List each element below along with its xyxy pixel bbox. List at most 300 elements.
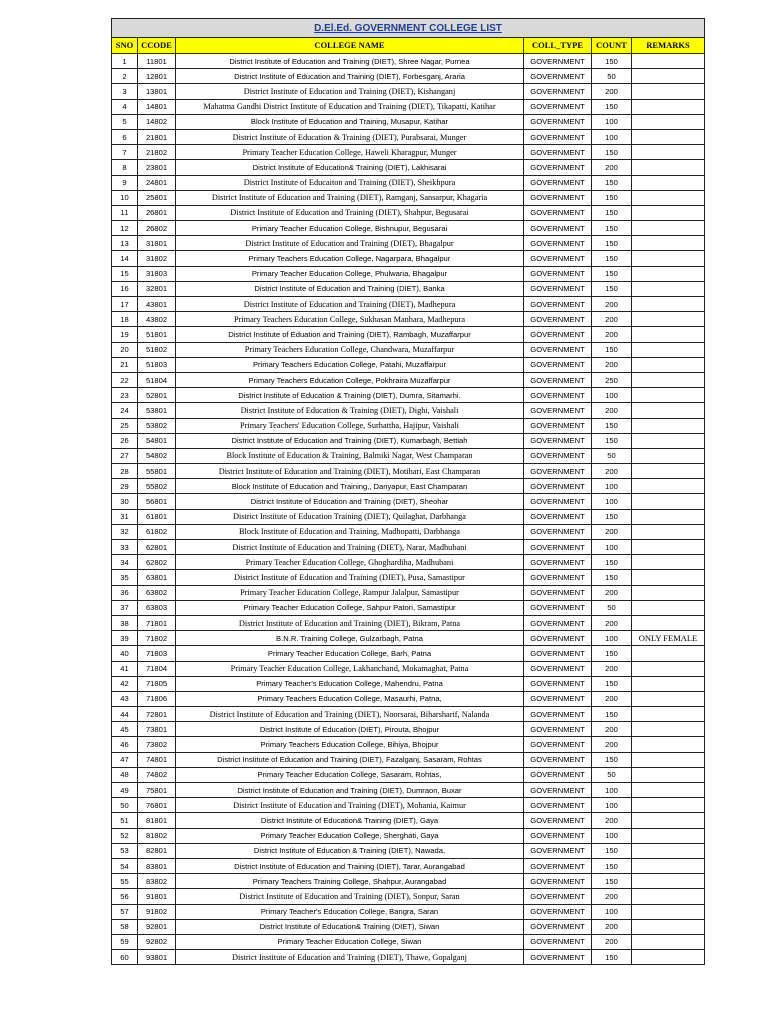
cell-ccode: 51803	[138, 357, 176, 372]
cell-ccode: 31802	[138, 251, 176, 266]
cell-remarks	[632, 555, 705, 570]
cell-college-name: Primary Teachers Education College, Masaurhi, Patna,	[176, 691, 524, 706]
cell-coll-type: GOVERNMENT	[524, 722, 592, 737]
cell-remarks	[632, 904, 705, 919]
cell-remarks	[632, 175, 705, 190]
cell-ccode: 74801	[138, 752, 176, 767]
cell-count: 200	[592, 661, 632, 676]
table-row	[112, 221, 705, 236]
cell-coll-type: GOVERNMENT	[524, 737, 592, 752]
cell-count: 150	[592, 266, 632, 281]
cell-college-name: Primary Teacher Education College, Lakhanchand, Mokamaghat, Patna	[176, 661, 524, 676]
cell-ccode: 73802	[138, 737, 176, 752]
cell-coll-type: GOVERNMENT	[524, 266, 592, 281]
table-row	[112, 722, 705, 737]
table-row	[112, 904, 705, 919]
cell-remarks	[632, 494, 705, 509]
table-row	[112, 403, 705, 418]
cell-sno: 29	[112, 479, 138, 494]
cell-count: 150	[592, 145, 632, 160]
cell-count: 150	[592, 175, 632, 190]
cell-college-name: Primary Teacher Education College, Rampur Jalalpur, Samastipur	[176, 585, 524, 600]
cell-coll-type: GOVERNMENT	[524, 327, 592, 342]
cell-remarks	[632, 205, 705, 220]
cell-count: 200	[592, 813, 632, 828]
cell-ccode: 71805	[138, 676, 176, 691]
cell-remarks	[632, 190, 705, 205]
cell-sno: 13	[112, 236, 138, 251]
cell-remarks	[632, 114, 705, 129]
cell-coll-type: GOVERNMENT	[524, 889, 592, 904]
cell-count: 200	[592, 464, 632, 479]
cell-college-name: District Institute of Education Training (DIET), Quilaghat, Darbhanga	[176, 509, 524, 524]
cell-college-name: Primary Teachers' Education College, Surhattha, Hajipur, Vaishali	[176, 418, 524, 433]
cell-coll-type: GOVERNMENT	[524, 615, 592, 630]
table-row	[112, 251, 705, 266]
cell-sno: 36	[112, 585, 138, 600]
cell-college-name: Primary Teacher Education College, Sherghati, Gaya	[176, 828, 524, 843]
table-row	[112, 433, 705, 448]
cell-ccode: 31801	[138, 236, 176, 251]
cell-remarks	[632, 813, 705, 828]
cell-remarks	[632, 129, 705, 144]
table-row	[112, 160, 705, 175]
cell-count: 100	[592, 479, 632, 494]
cell-coll-type: GOVERNMENT	[524, 342, 592, 357]
cell-count: 150	[592, 950, 632, 965]
table-row	[112, 889, 705, 904]
cell-remarks	[632, 767, 705, 782]
cell-remarks	[632, 615, 705, 630]
cell-remarks	[632, 691, 705, 706]
cell-college-name: District Institute of Education & Training (DIET), Nawada,	[176, 843, 524, 858]
cell-sno: 30	[112, 494, 138, 509]
cell-count: 150	[592, 342, 632, 357]
cell-coll-type: GOVERNMENT	[524, 479, 592, 494]
table-row	[112, 631, 705, 646]
cell-sno: 22	[112, 372, 138, 387]
cell-college-name: District Institute of Eduation and Training (DIET), Rambagh, Muzaffarpur	[176, 327, 524, 342]
cell-ccode: 14801	[138, 99, 176, 114]
cell-remarks	[632, 783, 705, 798]
cell-coll-type: GOVERNMENT	[524, 524, 592, 539]
cell-remarks	[632, 433, 705, 448]
cell-count: 150	[592, 236, 632, 251]
cell-sno: 4	[112, 99, 138, 114]
cell-count: 200	[592, 160, 632, 175]
cell-sno: 17	[112, 297, 138, 312]
cell-remarks	[632, 676, 705, 691]
cell-college-name: Primary Teacher Education College, Phulwaria, Bhagalpur	[176, 266, 524, 281]
cell-sno: 6	[112, 129, 138, 144]
cell-sno: 24	[112, 403, 138, 418]
cell-college-name: Primary Teacher Education College, Haweli Kharagpur, Munger	[176, 145, 524, 160]
cell-sno: 26	[112, 433, 138, 448]
cell-ccode: 51802	[138, 342, 176, 357]
column-header-count: COUNT	[592, 38, 632, 54]
cell-sno: 12	[112, 221, 138, 236]
cell-ccode: 83802	[138, 874, 176, 889]
cell-remarks	[632, 828, 705, 843]
cell-ccode: 62802	[138, 555, 176, 570]
cell-count: 150	[592, 54, 632, 69]
table-row	[112, 737, 705, 752]
column-header-sno: SNO	[112, 38, 138, 54]
cell-count: 150	[592, 205, 632, 220]
cell-sno: 20	[112, 342, 138, 357]
cell-coll-type: GOVERNMENT	[524, 114, 592, 129]
cell-coll-type: GOVERNMENT	[524, 418, 592, 433]
cell-ccode: 51801	[138, 327, 176, 342]
cell-ccode: 81801	[138, 813, 176, 828]
table-row	[112, 190, 705, 205]
cell-count: 200	[592, 889, 632, 904]
cell-sno: 23	[112, 388, 138, 403]
table-row	[112, 585, 705, 600]
table-row	[112, 798, 705, 813]
table-row	[112, 297, 705, 312]
cell-coll-type: GOVERNMENT	[524, 494, 592, 509]
cell-college-name: District Institute of Education and Training (DIET), Tarar, Aurangabad	[176, 858, 524, 873]
cell-remarks	[632, 524, 705, 539]
cell-remarks	[632, 874, 705, 889]
cell-remarks	[632, 843, 705, 858]
cell-remarks	[632, 509, 705, 524]
cell-count: 150	[592, 555, 632, 570]
cell-count: 200	[592, 357, 632, 372]
title-row	[112, 19, 705, 38]
cell-sno: 7	[112, 145, 138, 160]
table-row	[112, 54, 705, 69]
cell-sno: 11	[112, 205, 138, 220]
cell-count: 150	[592, 221, 632, 236]
table-row	[112, 707, 705, 722]
cell-remarks	[632, 798, 705, 813]
cell-count: 150	[592, 433, 632, 448]
cell-remarks	[632, 570, 705, 585]
cell-count: 150	[592, 843, 632, 858]
table-row	[112, 919, 705, 934]
cell-college-name: Block Institute of Education and Training, Madhopatti, Darbhanga	[176, 524, 524, 539]
table-row	[112, 448, 705, 463]
cell-remarks	[632, 889, 705, 904]
cell-count: 200	[592, 327, 632, 342]
cell-college-name: District Institute of Education and Training (DIET), Bhagalpur	[176, 236, 524, 251]
cell-sno: 18	[112, 312, 138, 327]
cell-ccode: 12801	[138, 69, 176, 84]
cell-college-name: Primary Teacher Education College, Sasaram, Rohtas,	[176, 767, 524, 782]
cell-sno: 40	[112, 646, 138, 661]
cell-ccode: 23801	[138, 160, 176, 175]
cell-coll-type: GOVERNMENT	[524, 707, 592, 722]
cell-ccode: 43802	[138, 312, 176, 327]
cell-count: 200	[592, 312, 632, 327]
table-row	[112, 175, 705, 190]
cell-ccode: 51804	[138, 372, 176, 387]
cell-count: 150	[592, 874, 632, 889]
cell-remarks	[632, 99, 705, 114]
cell-college-name: District Institute of Education (DIET), Pirouta, Bhojpur	[176, 722, 524, 737]
cell-college-name: District Institute of Education and Training (DIET), Shree Nagar, Purnea	[176, 54, 524, 69]
cell-ccode: 56801	[138, 494, 176, 509]
cell-sno: 1	[112, 54, 138, 69]
table-row	[112, 813, 705, 828]
cell-ccode: 73801	[138, 722, 176, 737]
cell-college-name: District Institute of Education & Training (DIET), Purabsarai, Munger	[176, 129, 524, 144]
cell-coll-type: GOVERNMENT	[524, 297, 592, 312]
cell-college-name: District Institute of Education and Training (DIET), Pusa, Samastipur	[176, 570, 524, 585]
table-row	[112, 327, 705, 342]
cell-sno: 41	[112, 661, 138, 676]
table-row	[112, 509, 705, 524]
cell-coll-type: GOVERNMENT	[524, 904, 592, 919]
cell-coll-type: GOVERNMENT	[524, 540, 592, 555]
cell-remarks	[632, 297, 705, 312]
table-row	[112, 752, 705, 767]
cell-sno: 57	[112, 904, 138, 919]
cell-ccode: 63803	[138, 600, 176, 615]
column-header-coll-type: COLL_TYPE	[524, 38, 592, 54]
cell-ccode: 55801	[138, 464, 176, 479]
cell-sno: 55	[112, 874, 138, 889]
table-row	[112, 570, 705, 585]
table-row	[112, 691, 705, 706]
cell-coll-type: GOVERNMENT	[524, 221, 592, 236]
cell-remarks	[632, 934, 705, 949]
cell-coll-type: GOVERNMENT	[524, 874, 592, 889]
table-row	[112, 600, 705, 615]
cell-sno: 35	[112, 570, 138, 585]
cell-count: 200	[592, 737, 632, 752]
cell-college-name: District Institute of Education and Training (DIET), Sonpur, Saran	[176, 889, 524, 904]
cell-remarks	[632, 236, 705, 251]
cell-ccode: 32801	[138, 281, 176, 296]
cell-college-name: B.N.R. Training College, Gulzarbagh, Patna	[176, 631, 524, 646]
cell-count: 150	[592, 509, 632, 524]
cell-coll-type: GOVERNMENT	[524, 190, 592, 205]
table-row	[112, 783, 705, 798]
cell-coll-type: GOVERNMENT	[524, 570, 592, 585]
cell-college-name: District Institute of Education and Training (DIET), Bikram, Patna	[176, 615, 524, 630]
cell-ccode: 81802	[138, 828, 176, 843]
table-row	[112, 676, 705, 691]
cell-count: 150	[592, 752, 632, 767]
cell-sno: 19	[112, 327, 138, 342]
cell-sno: 14	[112, 251, 138, 266]
cell-ccode: 63802	[138, 585, 176, 600]
column-header-college-name: COLLEGE NAME	[176, 38, 524, 54]
cell-coll-type: GOVERNMENT	[524, 281, 592, 296]
cell-college-name: District Institute of Education and Training (DIET), Noorsarai, Biharsharif, Nalanda	[176, 707, 524, 722]
cell-ccode: 55802	[138, 479, 176, 494]
table-row	[112, 646, 705, 661]
cell-remarks	[632, 752, 705, 767]
cell-coll-type: GOVERNMENT	[524, 236, 592, 251]
cell-count: 100	[592, 798, 632, 813]
cell-remarks	[632, 722, 705, 737]
cell-coll-type: GOVERNMENT	[524, 251, 592, 266]
cell-college-name: District Institute of Education and Training (DIET), Madhepura	[176, 297, 524, 312]
table-row	[112, 661, 705, 676]
table-row	[112, 266, 705, 281]
cell-college-name: Primary Teacher Education College, Ghoghardiha, Madhubani	[176, 555, 524, 570]
cell-college-name: District Institute of Education and Training (DIET), Fazalganj, Sasaram, Rohtas	[176, 752, 524, 767]
cell-count: 150	[592, 858, 632, 873]
cell-count: 100	[592, 388, 632, 403]
cell-college-name: Primary Teachers Education College, Sukhasan Manhara, Madhepura	[176, 312, 524, 327]
cell-coll-type: GOVERNMENT	[524, 600, 592, 615]
cell-ccode: 71806	[138, 691, 176, 706]
cell-sno: 58	[112, 919, 138, 934]
cell-remarks	[632, 950, 705, 965]
cell-college-name: District Institute of Education and Training (DIET), Kishanganj	[176, 84, 524, 99]
cell-sno: 3	[112, 84, 138, 99]
cell-count: 50	[592, 600, 632, 615]
cell-sno: 46	[112, 737, 138, 752]
cell-count: 150	[592, 676, 632, 691]
cell-coll-type: GOVERNMENT	[524, 843, 592, 858]
cell-sno: 25	[112, 418, 138, 433]
cell-college-name: District Institute of Education& Training (DIET), Lakhisarai	[176, 160, 524, 175]
cell-sno: 39	[112, 631, 138, 646]
cell-remarks	[632, 448, 705, 463]
cell-ccode: 52801	[138, 388, 176, 403]
cell-college-name: District Institute of Education and Training (DIET), Motihari, East Champaran	[176, 464, 524, 479]
cell-coll-type: GOVERNMENT	[524, 585, 592, 600]
cell-count: 150	[592, 99, 632, 114]
cell-coll-type: GOVERNMENT	[524, 448, 592, 463]
cell-ccode: 43801	[138, 297, 176, 312]
cell-sno: 16	[112, 281, 138, 296]
cell-coll-type: GOVERNMENT	[524, 145, 592, 160]
table-row	[112, 312, 705, 327]
cell-coll-type: GOVERNMENT	[524, 160, 592, 175]
table-row	[112, 858, 705, 873]
cell-ccode: 54802	[138, 448, 176, 463]
cell-college-name: District Institute of Education & Training (DIET), Dighi, Vaishali	[176, 403, 524, 418]
table-row	[112, 372, 705, 387]
cell-remarks	[632, 221, 705, 236]
cell-ccode: 62801	[138, 540, 176, 555]
cell-count: 200	[592, 84, 632, 99]
cell-college-name: Primary Teachers Education College, Patahi, Muzaffarpur	[176, 357, 524, 372]
cell-remarks	[632, 600, 705, 615]
cell-remarks	[632, 327, 705, 342]
cell-remarks	[632, 54, 705, 69]
table-row	[112, 934, 705, 949]
table-row	[112, 524, 705, 539]
cell-coll-type: GOVERNMENT	[524, 767, 592, 782]
cell-count: 100	[592, 494, 632, 509]
cell-sno: 43	[112, 691, 138, 706]
cell-sno: 21	[112, 357, 138, 372]
cell-coll-type: GOVERNMENT	[524, 934, 592, 949]
cell-ccode: 71802	[138, 631, 176, 646]
cell-college-name: District Institute of Education and Training (DIET), Narar, Madhubani	[176, 540, 524, 555]
table-row	[112, 540, 705, 555]
cell-ccode: 74802	[138, 767, 176, 782]
cell-remarks	[632, 479, 705, 494]
cell-college-name: Block Institute of Education and Training, Musapur, Katihar	[176, 114, 524, 129]
cell-ccode: 93801	[138, 950, 176, 965]
cell-count: 50	[592, 767, 632, 782]
cell-sno: 42	[112, 676, 138, 691]
cell-count: 200	[592, 722, 632, 737]
cell-college-name: Primary Teachers Education College, Bihiya, Bhojpur	[176, 737, 524, 752]
cell-ccode: 82801	[138, 843, 176, 858]
cell-sno: 54	[112, 858, 138, 873]
cell-count: 100	[592, 828, 632, 843]
cell-sno: 38	[112, 615, 138, 630]
cell-coll-type: GOVERNMENT	[524, 691, 592, 706]
cell-sno: 31	[112, 509, 138, 524]
cell-remarks	[632, 858, 705, 873]
cell-college-name: Primary Teacher Education College, Sahpur Patori, Samastipur	[176, 600, 524, 615]
cell-sno: 47	[112, 752, 138, 767]
cell-ccode: 21801	[138, 129, 176, 144]
cell-count: 200	[592, 297, 632, 312]
cell-college-name: Block Institute of Education & Training, Balmiki Nagar, West Champaran	[176, 448, 524, 463]
cell-ccode: 13801	[138, 84, 176, 99]
cell-ccode: 61801	[138, 509, 176, 524]
cell-sno: 49	[112, 783, 138, 798]
table-row	[112, 464, 705, 479]
table-row	[112, 236, 705, 251]
table-row	[112, 418, 705, 433]
cell-sno: 60	[112, 950, 138, 965]
cell-count: 200	[592, 585, 632, 600]
cell-sno: 33	[112, 540, 138, 555]
table-row	[112, 114, 705, 129]
cell-ccode: 63801	[138, 570, 176, 585]
cell-sno: 32	[112, 524, 138, 539]
cell-remarks	[632, 69, 705, 84]
cell-sno: 9	[112, 175, 138, 190]
cell-sno: 53	[112, 843, 138, 858]
cell-sno: 5	[112, 114, 138, 129]
table-row	[112, 129, 705, 144]
table-row	[112, 555, 705, 570]
table-row	[112, 615, 705, 630]
cell-remarks	[632, 357, 705, 372]
college-list-table	[111, 18, 705, 965]
cell-remarks	[632, 372, 705, 387]
cell-remarks	[632, 145, 705, 160]
cell-count: 100	[592, 783, 632, 798]
table-row	[112, 281, 705, 296]
cell-sno: 28	[112, 464, 138, 479]
cell-count: 200	[592, 691, 632, 706]
cell-count: 150	[592, 251, 632, 266]
cell-ccode: 26802	[138, 221, 176, 236]
cell-college-name: District Institute of Education and Training (DIET), Shahpur, Begusarai	[176, 205, 524, 220]
cell-college-name: Block Institute of Education and Training,, Dariyapur, East Champaran	[176, 479, 524, 494]
cell-remarks	[632, 251, 705, 266]
cell-ccode: 76801	[138, 798, 176, 813]
cell-coll-type: GOVERNMENT	[524, 205, 592, 220]
table-row	[112, 874, 705, 889]
cell-college-name: Primary Teacher Education College, Siwan	[176, 934, 524, 949]
cell-coll-type: GOVERNMENT	[524, 69, 592, 84]
cell-college-name: District Institute of Education and Training (DIET), Sheohar	[176, 494, 524, 509]
table-row	[112, 828, 705, 843]
cell-college-name: District Institute of Education and Training (DIET), Ramganj, Sansarpur, Khagaria	[176, 190, 524, 205]
cell-sno: 44	[112, 707, 138, 722]
cell-count: 200	[592, 919, 632, 934]
cell-college-name: Mahatma Gandhi District Institute of Education and Training (DIET), Tikapatti, Katihar	[176, 99, 524, 114]
cell-coll-type: GOVERNMENT	[524, 631, 592, 646]
cell-college-name: Primary Teachers Training College, Shahpur, Aurangabad	[176, 874, 524, 889]
